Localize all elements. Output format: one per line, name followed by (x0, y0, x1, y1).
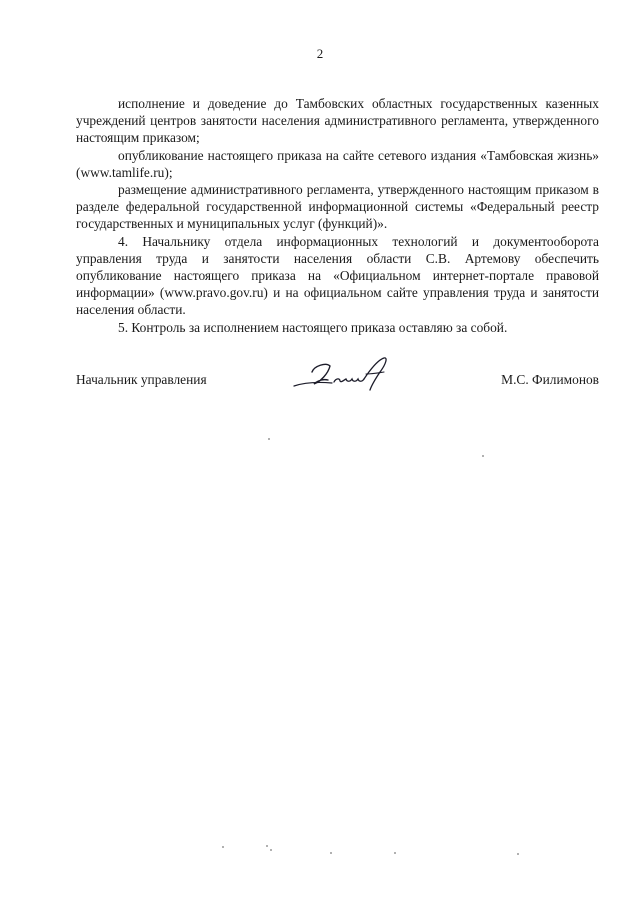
signature-block (76, 372, 599, 394)
signatory-position: Начальник управления (76, 372, 207, 387)
scan-speck (517, 853, 519, 855)
handwritten-signature (284, 352, 404, 396)
paragraph-publication-tamlife: опубликование настоящего приказа на сайте сетевого издания «Тамбовская жизнь» (www.tamlife.ru); (76, 147, 599, 180)
page-number: 2 (316, 46, 324, 61)
scan-speck (266, 845, 268, 847)
paragraph-execution: исполнение и доведение до Тамбовских областных государственных казенных учреждений центров занятости населения административного регламента, утвержденного настоящим приказом; (76, 96, 599, 146)
scan-speck (222, 846, 224, 848)
scan-speck (268, 438, 270, 440)
scan-speck (270, 849, 272, 851)
signatory-name: М.С. Филимонов (501, 372, 599, 387)
paragraph-item-5: 5. Контроль за исполнением настоящего приказа оставляю за собой. (118, 319, 508, 335)
scan-speck (394, 852, 396, 854)
scan-speck (330, 852, 332, 854)
scan-speck (482, 455, 484, 457)
paragraph-placement-registry: размещение административного регламента, утвержденного настоящим приказом в разделе федеральной государственной информационной системы «Федеральный реестр государственных и муниципальных услуг (функций)». (76, 182, 599, 232)
document-body (76, 95, 599, 336)
paragraph-item-4: 4. Начальнику отдела информационных технологий и документооборота управления труда и занятости населения области С.В. Артемову обеспечить опубликование настоящего приказа на «Официальном интернет-портале правовой информации» (www.pravo.gov.ru) и на официальном сайте управления труда и занятости населения области. (76, 233, 599, 318)
